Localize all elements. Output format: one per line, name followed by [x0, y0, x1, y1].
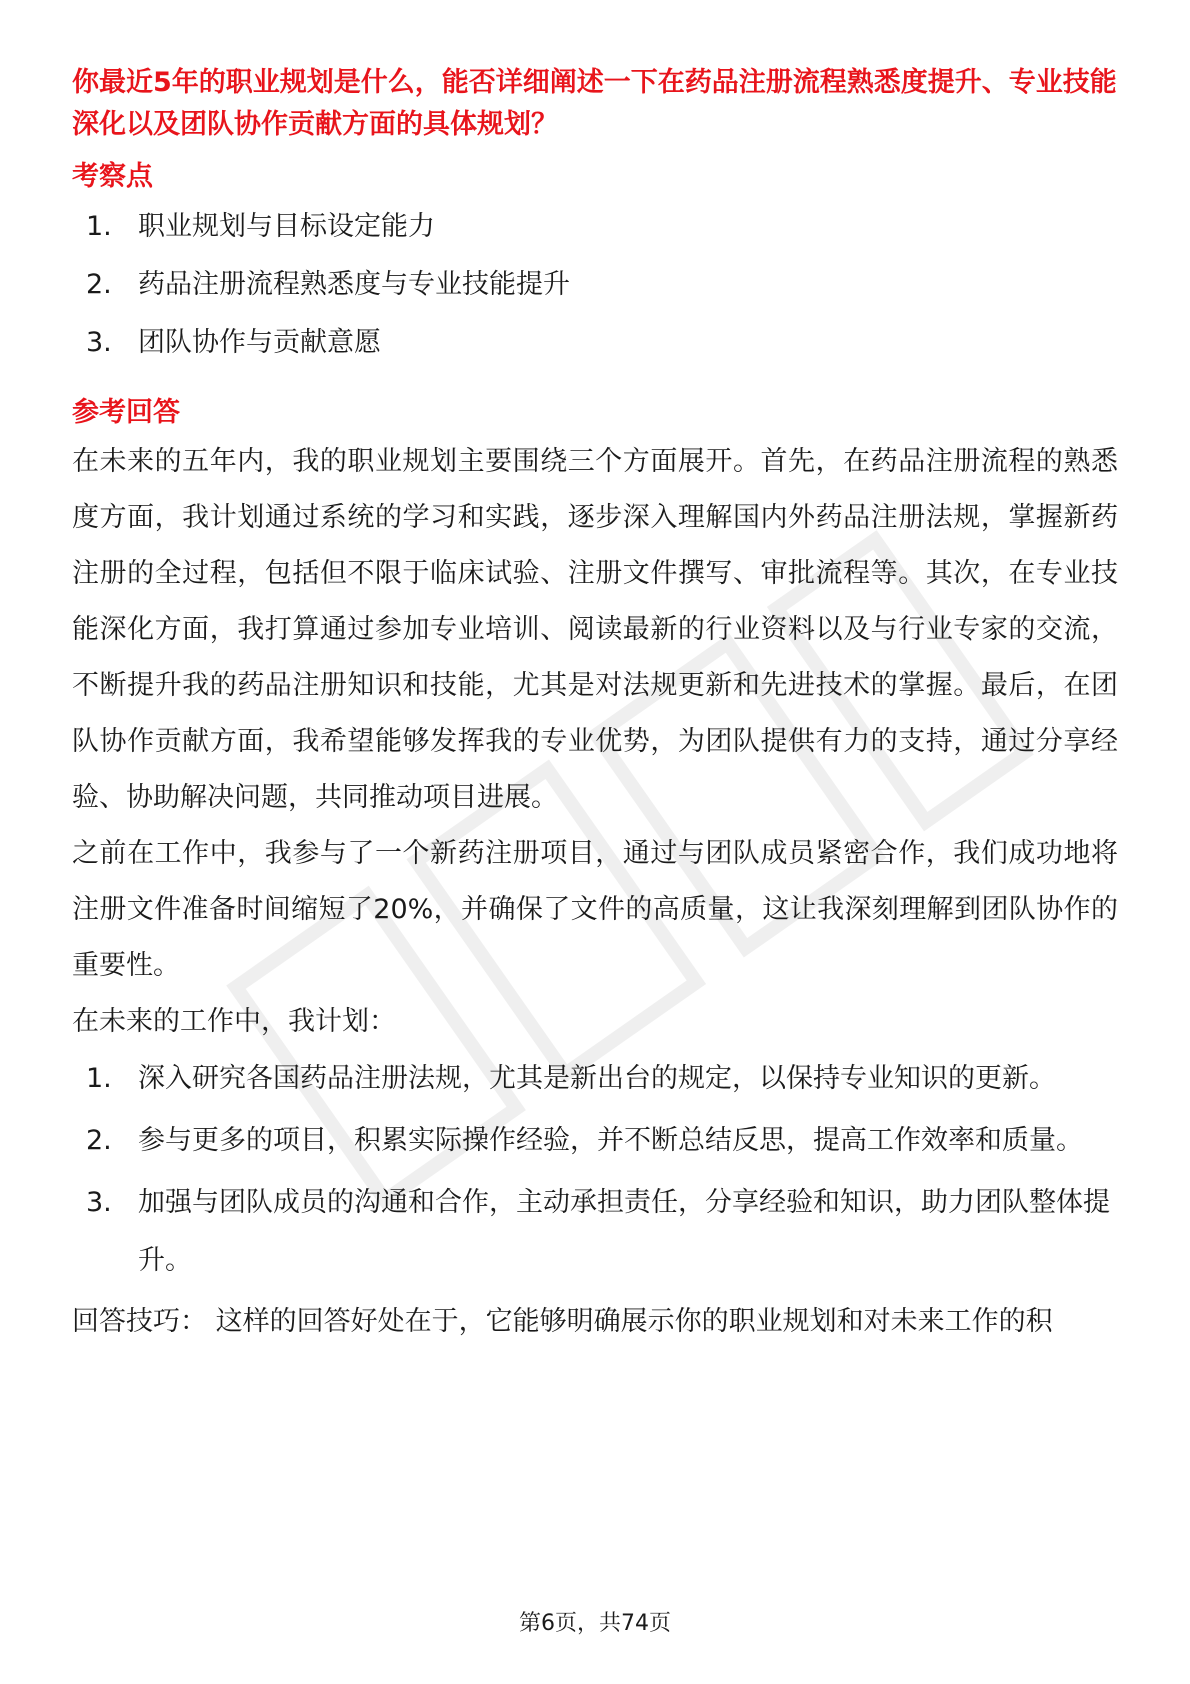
document-body: [72, 62, 1118, 1350]
list-number: 1.: [86, 1063, 112, 1094]
list-number: 2.: [86, 269, 112, 300]
list-item: [86, 1174, 1118, 1290]
list-item: [86, 314, 1118, 372]
page-footer: 第6页，共74页: [519, 1611, 671, 1636]
list-text: 药品注册流程熟悉度与专业技能提升: [138, 269, 570, 300]
points-title: 考察点: [72, 161, 153, 192]
list-number: 2.: [86, 1125, 112, 1156]
list-text: 深入研究各国药品注册法规，尤其是新出台的规定，以保持专业知识的更新。: [138, 1063, 1056, 1094]
list-text: 职业规划与目标设定能力: [138, 211, 435, 242]
answer-title: 参考回答: [72, 397, 180, 428]
list-item: [86, 1112, 1118, 1170]
list-item: [86, 198, 1118, 256]
points-list: [72, 198, 1118, 372]
list-text: 团队协作与贡献意愿: [138, 327, 381, 358]
answer-paragraph: 在未来的五年内，我的职业规划主要围绕三个方面展开。首先，在药品注册流程的熟悉度方面，我计划通过系统的学习和实践，逐步深入理解国内外药品注册法规，掌握新药注册的全过程，包括但不限于临床试验、注册文件撰写、审批流程等。其次，在专业技能深化方面，我打算通过参加专业培训、阅读最新的行业资料以及与行业专家的交流，不断提升我的药品注册知识和技能，尤其是对法规更新和先进技术的掌握。最后，在团队协作贡献方面，我希望能够发挥我的专业优势，为团队提供有力的支持，通过分享经验、协助解决问题，共同推动项目进展。: [72, 446, 1118, 813]
list-number: 3.: [86, 1187, 112, 1218]
list-text: 参与更多的项目，积累实际操作经验，并不断总结反思，提高工作效率和质量。: [138, 1125, 1083, 1156]
question-heading: 你最近5年的职业规划是什么，能否详细阐述一下在药品注册流程熟悉度提升、专业技能深化以及团队协作贡献方面的具体规划？: [72, 67, 1117, 140]
plan-list: [72, 1050, 1118, 1290]
list-text: 加强与团队成员的沟通和合作，主动承担责任，分享经验和知识，助力团队整体提升。: [138, 1187, 1110, 1276]
list-item: [86, 256, 1118, 314]
answer-paragraph: 之前在工作中，我参与了一个新药注册项目，通过与团队成员紧密合作，我们成功地将注册文件准备时间缩短了20%，并确保了文件的高质量，这让我深刻理解到团队协作的重要性。: [72, 838, 1118, 981]
answer-paragraph: 在未来的工作中，我计划：: [72, 1006, 396, 1037]
list-item: [86, 1050, 1118, 1108]
tips-paragraph: 回答技巧： 这样的回答好处在于，它能够明确展示你的职业规划和对未来工作的积: [72, 1306, 1053, 1337]
list-number: 3.: [86, 327, 112, 358]
list-number: 1.: [86, 211, 112, 242]
